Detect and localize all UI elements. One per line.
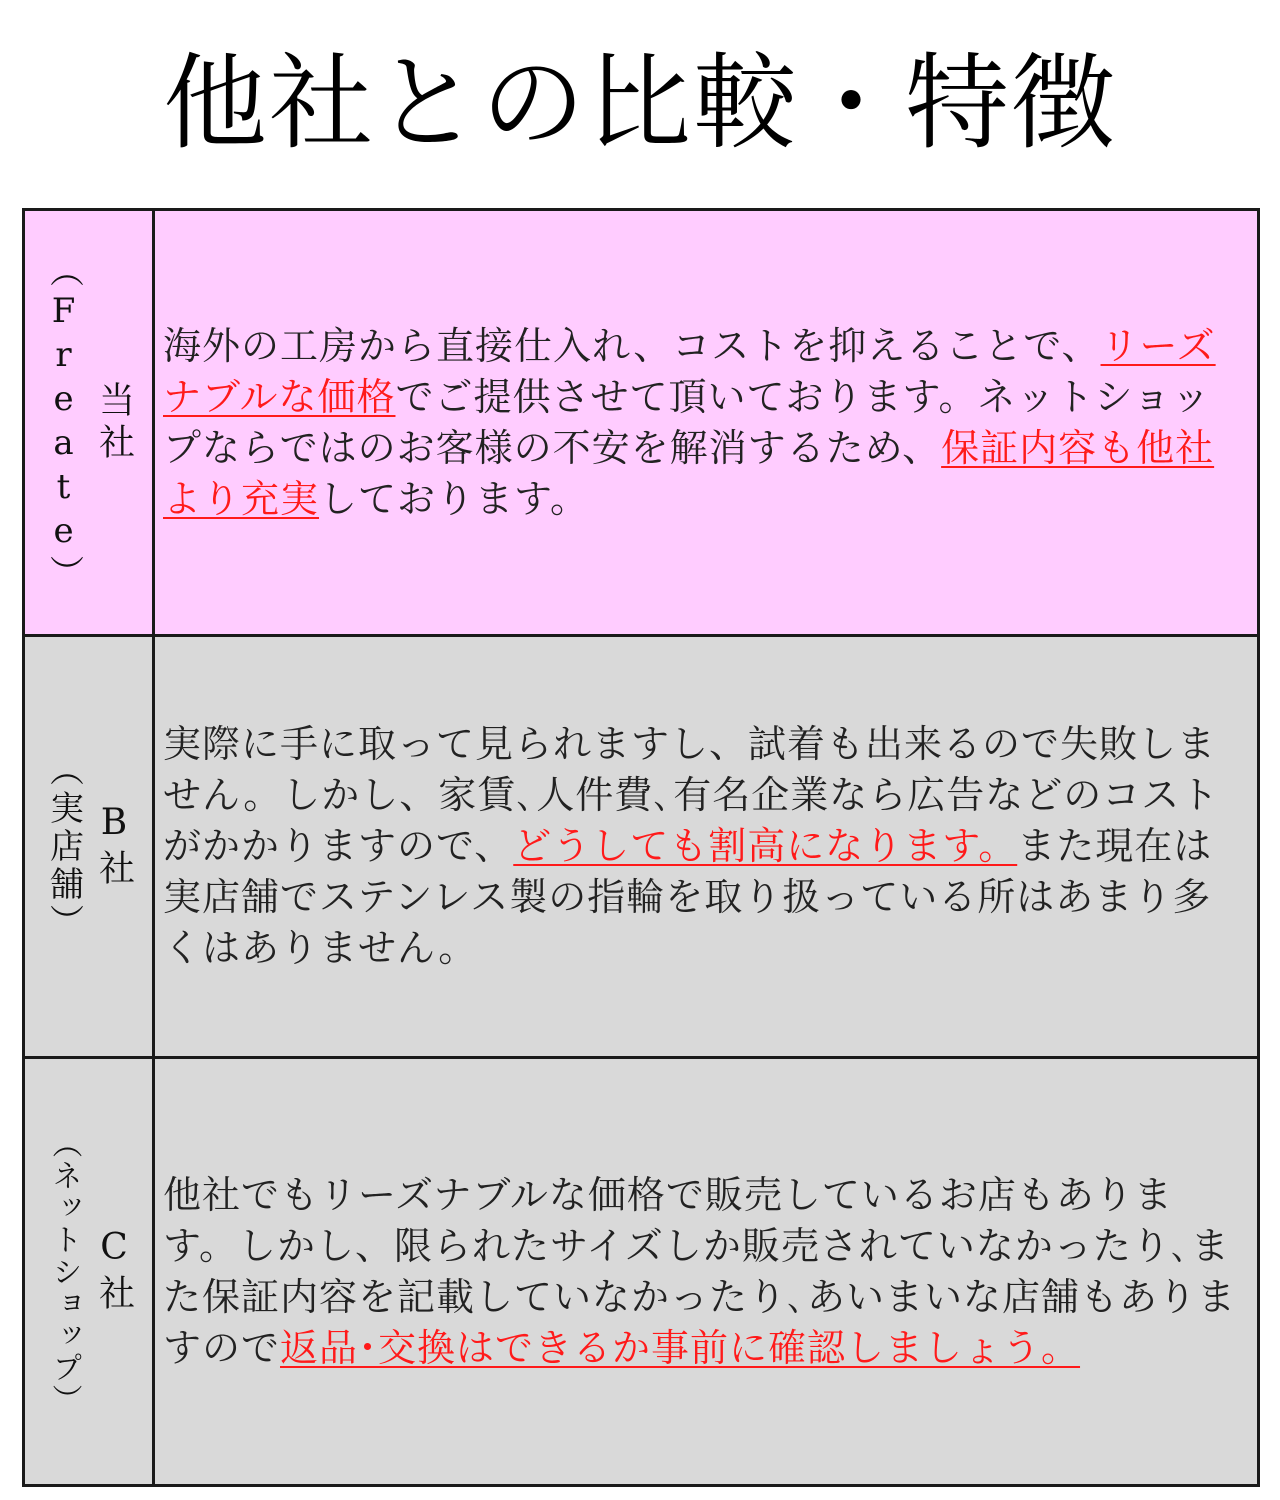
row-description — [163, 719, 1247, 974]
desc-text: 海外の工房から直接仕入れ、コストを抑えることで、 — [163, 323, 1101, 368]
row-sublabel: （ネットショップ） — [46, 1127, 82, 1416]
row-label-cell — [25, 211, 155, 634]
desc-text: 他社でもリーズナブルな価格で販売しているお店もあります。しかし、限られたサイズしか販売されていなかったり､また保証内容を記載していなかったり､あいまいな店舗もありますので — [163, 1172, 1237, 1370]
desc-text: また現在は実店舗でステンレス製の指輪を取り扱っている所はあまり多くはありません。 — [163, 824, 1213, 970]
comparison-table — [22, 208, 1260, 1487]
row-description — [163, 1170, 1247, 1374]
row-description-cell — [155, 1059, 1257, 1484]
row-label: B社 — [93, 802, 135, 891]
highlight-text: どうしても割高になります。 — [513, 824, 1018, 868]
desc-text: 実際に手に取って見られますし、試着も出来るので失敗しません。しかし、家賃､人件費､有名企業なら広告などのコストがかかりますので、 — [163, 722, 1220, 868]
row-label: 当社 — [93, 380, 135, 465]
row-label: C社 — [93, 1227, 135, 1316]
row-label-cell — [25, 1059, 155, 1484]
desc-text: しております。 — [319, 476, 589, 521]
highlight-text: リーズナブルな価格 — [163, 323, 1216, 419]
highlight-text: 保証内容も他社より充実 — [163, 425, 1215, 521]
row-sublabel: （Freate） — [43, 252, 84, 593]
row-sublabel: （実店舗） — [43, 751, 84, 942]
row-description-cell — [155, 637, 1257, 1056]
row-company-b — [25, 637, 1257, 1059]
row-our-company — [25, 211, 1257, 637]
page-title: 他社との比較・特徴 — [162, 42, 1117, 164]
row-company-c — [25, 1059, 1257, 1484]
desc-text: でご提供させて頂いております。ネットショップならではのお客様の不安を解消するため、 — [163, 374, 1211, 470]
highlight-text: 返品･交換はできるか事前に確認しましょう。 — [280, 1325, 1081, 1370]
row-description-cell — [155, 211, 1257, 634]
row-label-cell — [25, 637, 155, 1056]
row-description — [163, 321, 1247, 525]
